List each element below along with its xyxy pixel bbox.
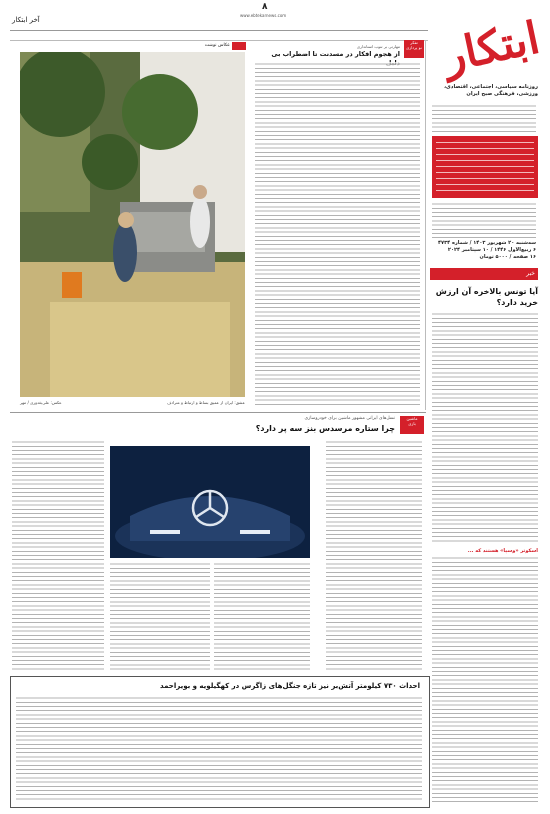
section-name: آخر ابتکار bbox=[12, 16, 40, 24]
page-number: ۸ bbox=[262, 2, 268, 12]
story-kicker: مهارتی بر تنوب استانداری bbox=[356, 44, 400, 49]
car-photo bbox=[110, 446, 310, 558]
photo-tag: عکاس نوشت bbox=[204, 43, 230, 48]
story-headline: از هجوم افکار در مسدنت تا اضطراب بی bbox=[271, 50, 400, 58]
masthead-tagline-1: روزنامه سیاسی، اجتماعی، اقتصادی، bbox=[444, 84, 538, 90]
story-body bbox=[255, 62, 420, 408]
car-body-col-1 bbox=[326, 440, 422, 672]
car-body-col-4 bbox=[12, 440, 104, 672]
site-url: www.ebtekarnews.com bbox=[240, 13, 287, 18]
masthead-tagline-2: ورزشی، فرهنگی صبح ایران bbox=[466, 91, 538, 97]
masthead-address bbox=[432, 202, 536, 238]
left-column-body bbox=[432, 312, 538, 544]
left-column-subhead: اسکوتر «وسپا» هستند که ... bbox=[467, 548, 538, 554]
left-column-body-2 bbox=[432, 556, 538, 804]
ebtekar-logo-icon: ابتکار bbox=[439, 12, 545, 83]
masthead-staff bbox=[432, 104, 536, 134]
car-body-col-2 bbox=[110, 562, 210, 672]
photo-tag-marker bbox=[232, 42, 246, 50]
farm-photo-illustration bbox=[20, 52, 245, 397]
car-kicker: نسل‌های ایرانی مشهور ماشین برای خودروسازی bbox=[304, 416, 395, 421]
story-side-tag: تفکر نو پردازی bbox=[404, 40, 424, 58]
divider bbox=[10, 40, 450, 41]
price-line: ۱۶ صفحه / ۵۰۰۰ تومان bbox=[479, 254, 536, 260]
left-column-headline: آیا تونس بالاخره آن ارزش خرید دارد؟ bbox=[435, 287, 538, 307]
photo-subcaption: عشق: ایران از عمیق بساط و ارتباط و مترادف bbox=[167, 400, 245, 405]
mercedes-star-icon bbox=[110, 446, 310, 558]
masthead bbox=[428, 12, 545, 83]
photo-caption: عکس: علی‌بغدوری / مهر bbox=[20, 400, 62, 405]
issue-line: سه‌شنبه ۲۰ شهریور ۱۴۰۳ / شماره ۴۷۳۴ bbox=[437, 240, 536, 246]
bottom-headline: احداث ۷۳۰ کیلومتر آتش‌بر نیز تازه جنگل‌های زاگرس در کهگیلویه و بویراحمد bbox=[160, 682, 420, 690]
masthead-contact-box bbox=[432, 136, 538, 198]
story-photo bbox=[20, 52, 245, 397]
car-body-col-3 bbox=[214, 562, 310, 672]
car-headline: چرا ستاره مرسدس بنز سه پر دارد؟ bbox=[255, 424, 395, 433]
date-line: ۶ ربیع‌الاول ۱۴۴۶ / ۱۰ سپتامبر ۲۰۲۴ bbox=[447, 247, 536, 253]
car-side-tag: ماشین بازی bbox=[400, 416, 424, 434]
bottom-story-body bbox=[16, 696, 422, 800]
left-column-red-tag: خبر bbox=[430, 268, 538, 280]
